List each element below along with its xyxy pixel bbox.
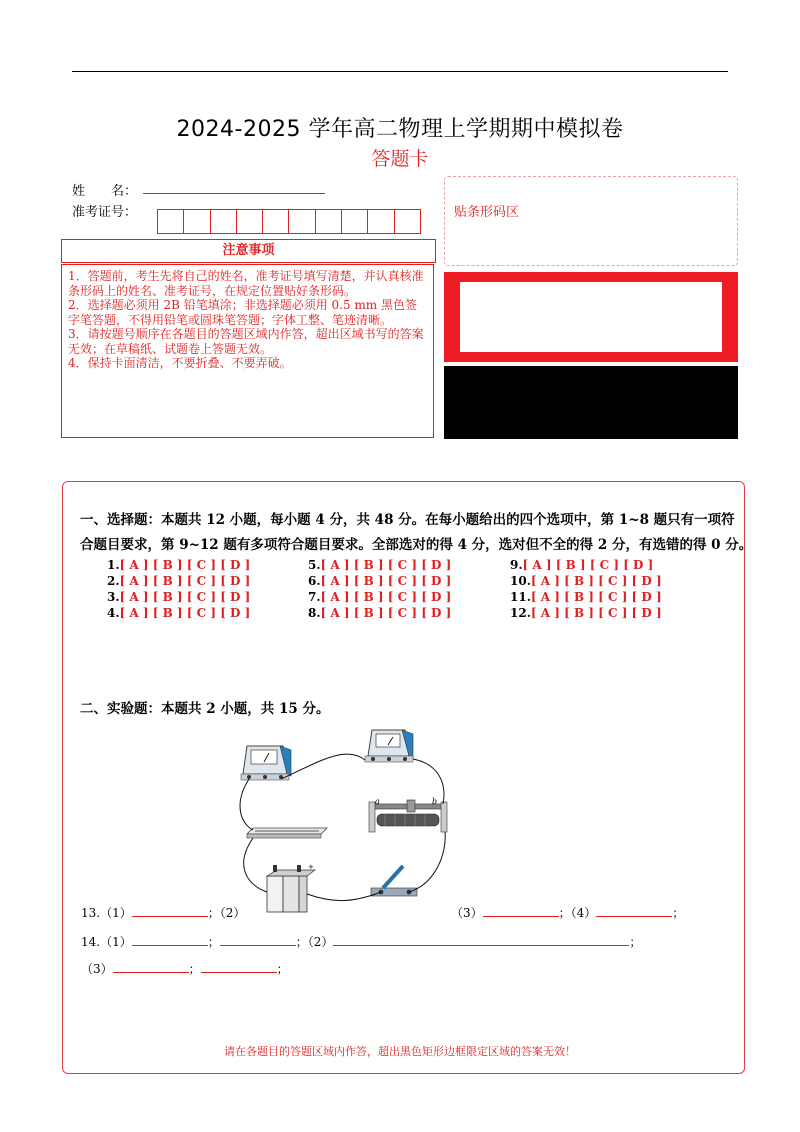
id-digit-box[interactable] bbox=[262, 209, 288, 234]
q13-part1: 13.（1） ；（2） bbox=[81, 906, 246, 920]
terminal-label-a: a bbox=[375, 797, 380, 806]
terminal-label-b: b bbox=[432, 797, 438, 806]
notice-body bbox=[61, 264, 434, 438]
mc-question[interactable]: 9.[ A ] [ B ] [ C ] [ D ] bbox=[510, 558, 654, 572]
footer-note: 请在各题目的答题区域内作答，超出黑色矩形边框限定区域的答案无效！ bbox=[224, 1045, 576, 1058]
notice-item: 2．选择题必须用 2B 铅笔填涂；非选择题必须用 0.5 mm 黑色签字笔答题，不得用铅笔或圆珠笔答题；字体工整、笔迹清晰。 bbox=[68, 298, 418, 327]
barcode-label: 贴条形码区 bbox=[454, 205, 520, 220]
mc-question[interactable]: 3.[ A ] [ B ] [ C ] [ D ] bbox=[107, 590, 251, 604]
circuit-illustration bbox=[225, 724, 465, 920]
q14-1b-blank[interactable] bbox=[220, 933, 296, 946]
id-digit-box[interactable] bbox=[367, 209, 393, 234]
resistance-wire-board-icon bbox=[247, 828, 327, 838]
id-digit-box[interactable] bbox=[394, 209, 421, 234]
q13-1-blank[interactable] bbox=[132, 904, 208, 917]
mc-question[interactable]: 6.[ A ] [ B ] [ C ] [ D ] bbox=[308, 574, 452, 588]
q14-line2: （3） ； ； bbox=[81, 962, 289, 976]
section1-line2: 合题目要求，第 9~12 题有多项符合题目要求。全部选对的得 4 分，选对但不全的得 2 分，有选错的得 0 分。 bbox=[80, 537, 753, 553]
mc-question[interactable]: 12.[ A ] [ B ] [ C ] [ D ] bbox=[510, 606, 662, 620]
id-digit-box[interactable] bbox=[315, 209, 341, 234]
q13-4-blank[interactable] bbox=[596, 904, 672, 917]
top-rule bbox=[72, 71, 728, 72]
name-field[interactable] bbox=[143, 193, 325, 194]
page-subtitle: 答题卡 bbox=[371, 148, 429, 170]
mc-column-2 bbox=[308, 557, 451, 621]
page-title: 2024-2025 学年高二物理上学期期中模拟卷 bbox=[176, 117, 624, 142]
black-block bbox=[444, 366, 738, 439]
id-digit-box[interactable] bbox=[236, 209, 262, 234]
q14-3b-blank[interactable] bbox=[201, 960, 277, 973]
id-digit-box[interactable] bbox=[288, 209, 314, 234]
name-label: 姓 名： bbox=[72, 184, 138, 199]
mc-question[interactable]: 11.[ A ] [ B ] [ C ] [ D ] bbox=[510, 590, 662, 604]
mc-column-1 bbox=[107, 557, 250, 621]
q14-2-blank[interactable] bbox=[333, 933, 629, 946]
q14-1a-blank[interactable] bbox=[132, 933, 208, 946]
section2-heading: 二、实验题：本题共 2 小题，共 15 分。 bbox=[80, 701, 330, 717]
ammeter-icon bbox=[365, 730, 413, 762]
id-digit-box[interactable] bbox=[341, 209, 367, 234]
id-digit-box[interactable] bbox=[157, 209, 183, 234]
mc-question[interactable]: 4.[ A ] [ B ] [ C ] [ D ] bbox=[107, 606, 251, 620]
mc-question[interactable]: 1.[ A ] [ B ] [ C ] [ D ] bbox=[107, 558, 251, 572]
notice-heading: 注意事项 bbox=[61, 239, 436, 263]
terminal-label-plus: + bbox=[308, 863, 314, 871]
id-digit-box[interactable] bbox=[210, 209, 236, 234]
notice-item: 3．请按题号顺序在各题目的答题区域内作答，超出区域书写的答案无效；在草稿纸、试题卷上答题无效。 bbox=[68, 327, 424, 356]
q13-3-blank[interactable] bbox=[483, 904, 559, 917]
battery-icon bbox=[267, 865, 315, 912]
id-number-boxes[interactable] bbox=[157, 209, 421, 234]
voltmeter-icon bbox=[241, 746, 291, 780]
q13-part3: （3） ；（4） ； bbox=[451, 906, 685, 920]
mc-question[interactable]: 8.[ A ] [ B ] [ C ] [ D ] bbox=[308, 606, 452, 620]
notice-item: 4．保持卡面清洁，不要折叠、不要弄破。 bbox=[68, 356, 292, 370]
mc-question[interactable]: 2.[ A ] [ B ] [ C ] [ D ] bbox=[107, 574, 251, 588]
notice-item: 1．答题前，考生先将自己的姓名，准考证号填写清楚，并认真核准条形码上的姓名、准考证号，在规定位置贴好条形码。 bbox=[68, 269, 424, 298]
id-digit-box[interactable] bbox=[183, 209, 209, 234]
q14-line1: 14.（1） ； ；（2） ； bbox=[81, 935, 642, 949]
barcode-area bbox=[444, 176, 738, 266]
absent-mark-inner bbox=[460, 282, 722, 352]
section1-line1: 一、选择题：本题共 12 小题，每小题 4 分，共 48 分。在每小题给出的四个选项中，第 1~8 题只有一项符 bbox=[80, 512, 735, 528]
mc-question[interactable]: 5.[ A ] [ B ] [ C ] [ D ] bbox=[308, 558, 452, 572]
mc-column-3 bbox=[510, 557, 662, 621]
mc-question[interactable]: 10.[ A ] [ B ] [ C ] [ D ] bbox=[510, 574, 662, 588]
id-label: 准考证号： bbox=[72, 205, 138, 220]
q14-3a-blank[interactable] bbox=[113, 960, 189, 973]
absent-mark-block bbox=[444, 272, 738, 362]
mc-question[interactable]: 7.[ A ] [ B ] [ C ] [ D ] bbox=[308, 590, 452, 604]
